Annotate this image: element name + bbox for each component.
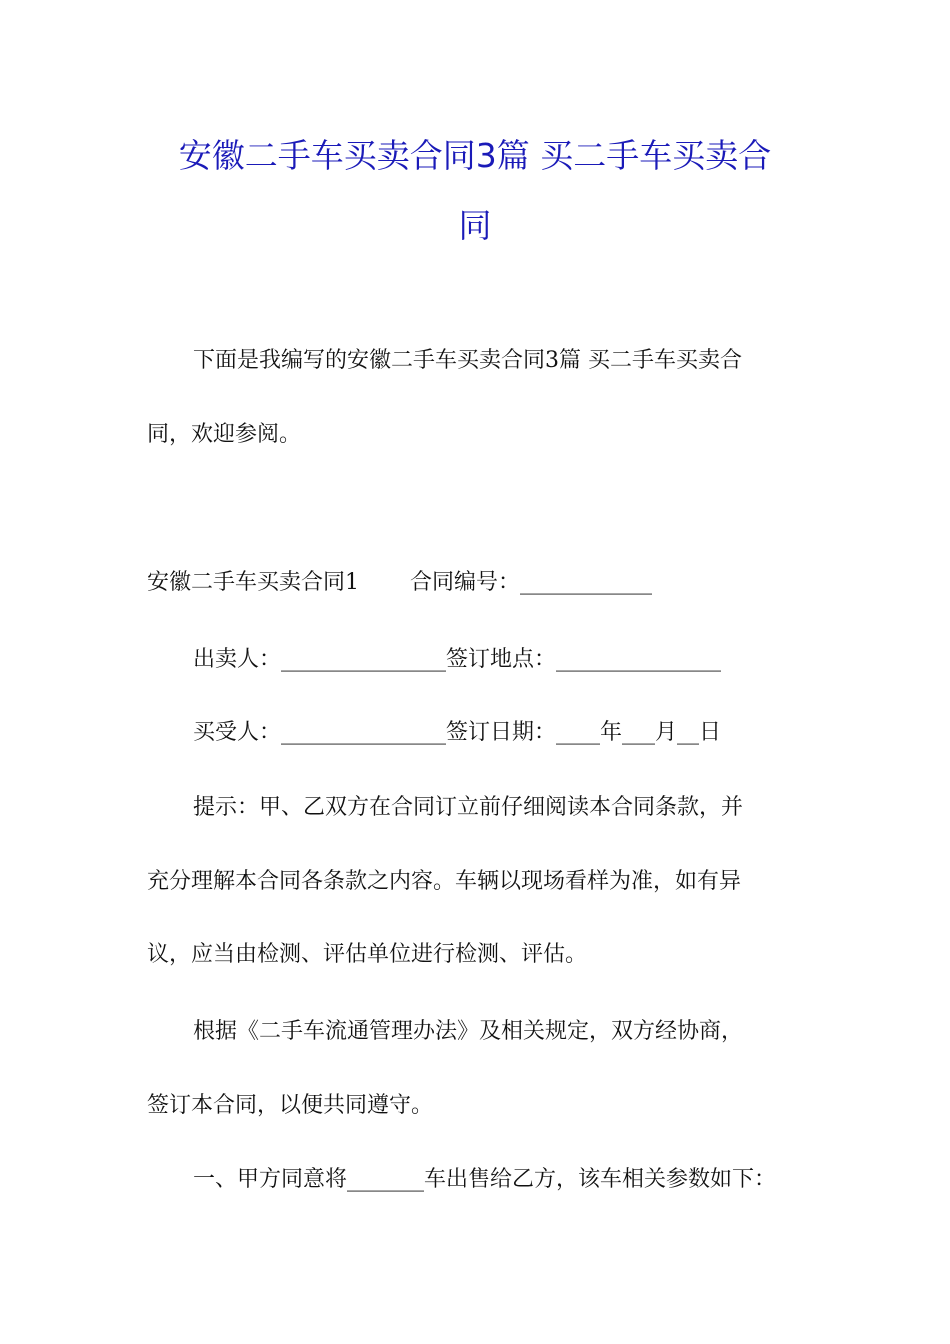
- notice-text-line-1: 提示：甲、乙双方在合同订立前仔细阅读本合同条款，并: [193, 795, 744, 820]
- clause-1-line-1: 一、甲方同意将_______车出售给乙方，该车相关参数如下：: [193, 1167, 777, 1192]
- document-title-line-2: 同: [458, 206, 492, 245]
- notice-text-line-3: 议，应当由检测、评估单位进行检测、评估。: [147, 942, 588, 967]
- basis-text-line-2: 签订本合同，以便共同遵守。: [147, 1093, 434, 1118]
- intro-text-line-2: 同，欢迎参阅。: [147, 422, 302, 447]
- intro-text-line-1: 下面是我编写的安徽二手车买卖合同3篇 买二手车买卖合: [193, 348, 742, 373]
- basis-text-line-1: 根据《二手车流通管理办法》及相关规定，双方经协商，: [193, 1019, 744, 1044]
- seller-line: 出卖人：_______________签订地点：_______________: [193, 647, 722, 672]
- notice-text-line-2: 充分理解本合同各条款之内容。车辆以现场看样为准，如有异: [147, 869, 742, 894]
- buyer-line: 买受人：_______________签订日期：____年___月__日: [193, 720, 722, 745]
- contract-header: 安徽二手车买卖合同1 合同编号：____________: [147, 570, 652, 595]
- document-title-line-1: 安徽二手车买卖合同3篇 买二手车买卖合: [178, 136, 772, 175]
